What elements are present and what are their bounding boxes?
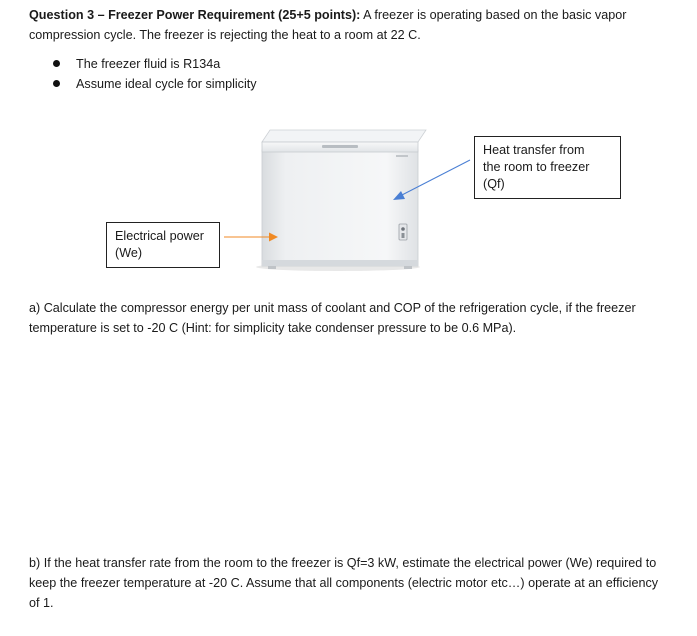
power-label-line-2: (We) (115, 246, 143, 260)
heat-label-line-3: (Qf) (483, 177, 505, 191)
list-item (53, 54, 257, 74)
question-intro: A freezer is operating based on the basic vapor compression cycle. The freezer is rejecting the heat to a room at 22 C. (29, 8, 627, 42)
part-b-question: b) If the heat transfer rate from the room to the freezer is Qf=3 kW, estimate the electrical power (We) required to keep the freezer temperature at -20 C. Assume that all components (electric motor etc…) operate at an efficiency of 1. (29, 556, 659, 610)
heat-label-line-1: Heat transfer from (483, 143, 585, 157)
question-title: Question 3 – Freezer Power Requirement (25+5 points): (29, 8, 361, 22)
electrical-power-label (106, 222, 220, 268)
heat-label-line-2: the room to freezer (483, 160, 590, 174)
power-label-line-1: Electrical power (115, 229, 204, 243)
heat-flow-arrow-icon (380, 150, 475, 210)
bullet-icon (53, 80, 60, 87)
bullet-icon (53, 60, 60, 67)
heat-transfer-label (474, 136, 621, 199)
bullet-text: The freezer fluid is R134a (76, 57, 221, 71)
power-flow-arrow-icon (222, 229, 280, 245)
part-a-question: a) Calculate the compressor energy per unit mass of coolant and COP of the refrigeration cycle, if the freezer temperature is set to -20 C (Hint: for simplicity take condenser pressure to be 0.6 MPa). (29, 301, 636, 335)
list-item (53, 74, 257, 94)
bullet-text: Assume ideal cycle for simplicity (76, 77, 257, 91)
question-heading (29, 5, 669, 45)
assumption-list (53, 54, 257, 94)
